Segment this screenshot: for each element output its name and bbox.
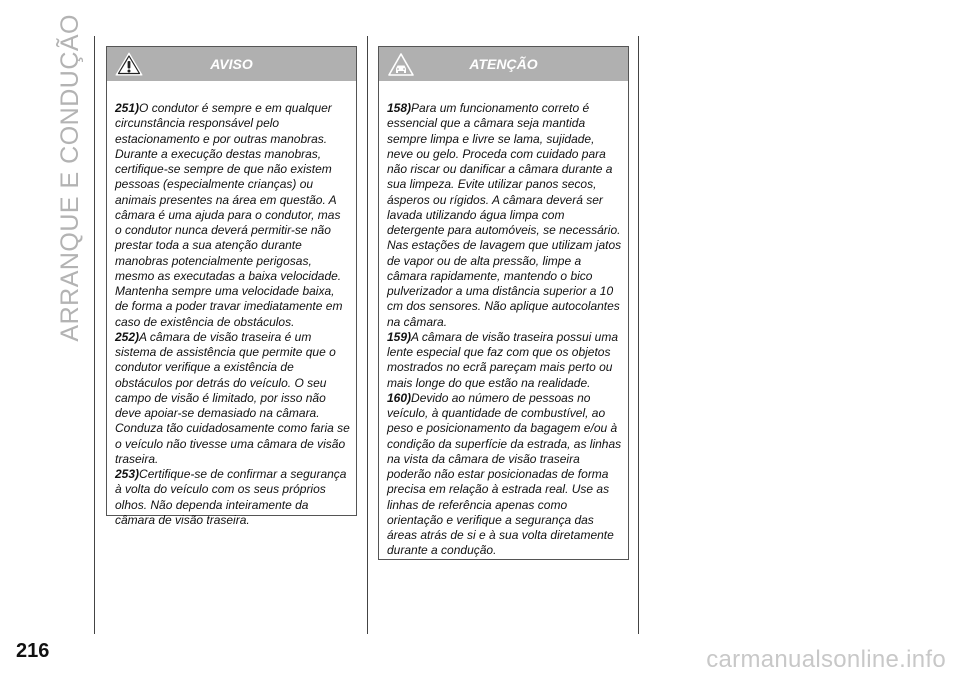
aviso-item xyxy=(115,330,350,467)
aviso-item-text: A câmara de visão traseira é um sistema de assistência que permite que o condutor verifique a existência de obstáculos por detrás do veículo. O seu campo de visão é limitado, por isso não deve apoiar-se demasiado na câmara. Conduza tão cuidadosamente como faria se o veículo não tivesse uma câmara de visão traseira. xyxy=(115,329,350,466)
aviso-title: AVISO xyxy=(210,56,253,72)
column-divider-left xyxy=(94,36,95,634)
atencao-header xyxy=(379,47,628,81)
aviso-header xyxy=(107,47,356,81)
watermark: carmanualsonline.info xyxy=(706,646,946,673)
section-side-title xyxy=(50,14,90,342)
car-caution-triangle-icon xyxy=(387,51,415,77)
atencao-box xyxy=(378,46,629,560)
atencao-item-number: 160) xyxy=(387,390,412,405)
warning-triangle-icon xyxy=(115,51,143,77)
atencao-item-number: 158) xyxy=(387,101,412,115)
atencao-item-text: Para um funcionamento correto é essencial que a câmara seja mantida sempre limpa e livre se lama, sujidade, neve ou gelo. Proceda com cuidado para não riscar ou danificar a câmara durante a sua limpeza. Evite utilizar panos secos, ásperos ou rígidos. A câmara deverá ser lavada utilizando água limpa com detergente para automóveis, se necessário. Nas estações de lavagem que utilizam jatos de vapor ou de alta pressão, limpe a câmara rapidamente, mantendo o bico pulverizador a uma distância superior a 10 cm dos sensores. Não aplique autocolantes na câmara. xyxy=(387,101,622,329)
section-side-title-text: ARRANQUE E CONDUÇÃO xyxy=(55,14,84,342)
aviso-body xyxy=(115,101,350,528)
column-divider-right xyxy=(638,36,639,634)
aviso-item-number: 253) xyxy=(115,467,140,481)
aviso-item xyxy=(115,101,350,330)
aviso-item-text: O condutor é sempre e em qualquer circunstância responsável pelo estacionamento e por outras manobras. Durante a execução destas manobras, certifique-se sempre de que não existem pessoas (especialmente crianças) ou animais presentes na área em questão. A câmara é uma ajuda para o condutor, mas o condutor nunca deverá permitir-se não prestar toda a sua atenção durante manobras potencialmente perigosas, mesmo as executadas a baixa velocidade. Mantenha sempre uma velocidade baixa, de forma a poder travar imediatamente em caso de existência de obstáculos. xyxy=(115,101,343,329)
aviso-item-text: Certifique-se de confirmar a segurança à volta do veículo com os seus próprios olhos. Não dependa inteiramente da câmara de visão traseira. xyxy=(115,467,347,527)
aviso-item xyxy=(115,467,350,528)
column-divider-middle xyxy=(367,36,368,634)
atencao-item-text: Devido ao número de pessoas no veículo, à quantidade de combustível, ao peso e posicionamento da bagagem e/ou à condição da superfície da estrada, as linhas na vista da câmara de visão traseira poderão não estar posicionadas de forma precisa em relação à estrada real. Use as linhas de referência apenas como orientação e verifique a segurança das áreas atrás de si e à sua volta diretamente durante a condução. xyxy=(387,390,622,558)
atencao-body xyxy=(387,101,622,559)
atencao-title: ATENÇÃO xyxy=(469,56,538,72)
aviso-item-number: 252) xyxy=(115,329,140,344)
atencao-item xyxy=(387,101,622,330)
aviso-box xyxy=(106,46,357,527)
aviso-item-number: 251) xyxy=(115,101,140,115)
atencao-item xyxy=(387,330,622,391)
atencao-item xyxy=(387,391,622,559)
page-number: 216 xyxy=(16,640,50,662)
atencao-item-number: 159) xyxy=(387,329,412,344)
atencao-item-text: A câmara de visão traseira possui uma lente especial que faz com que os objetos mostrados no ecrã pareçam mais perto ou mais longe do que estão na realidade. xyxy=(387,329,619,390)
